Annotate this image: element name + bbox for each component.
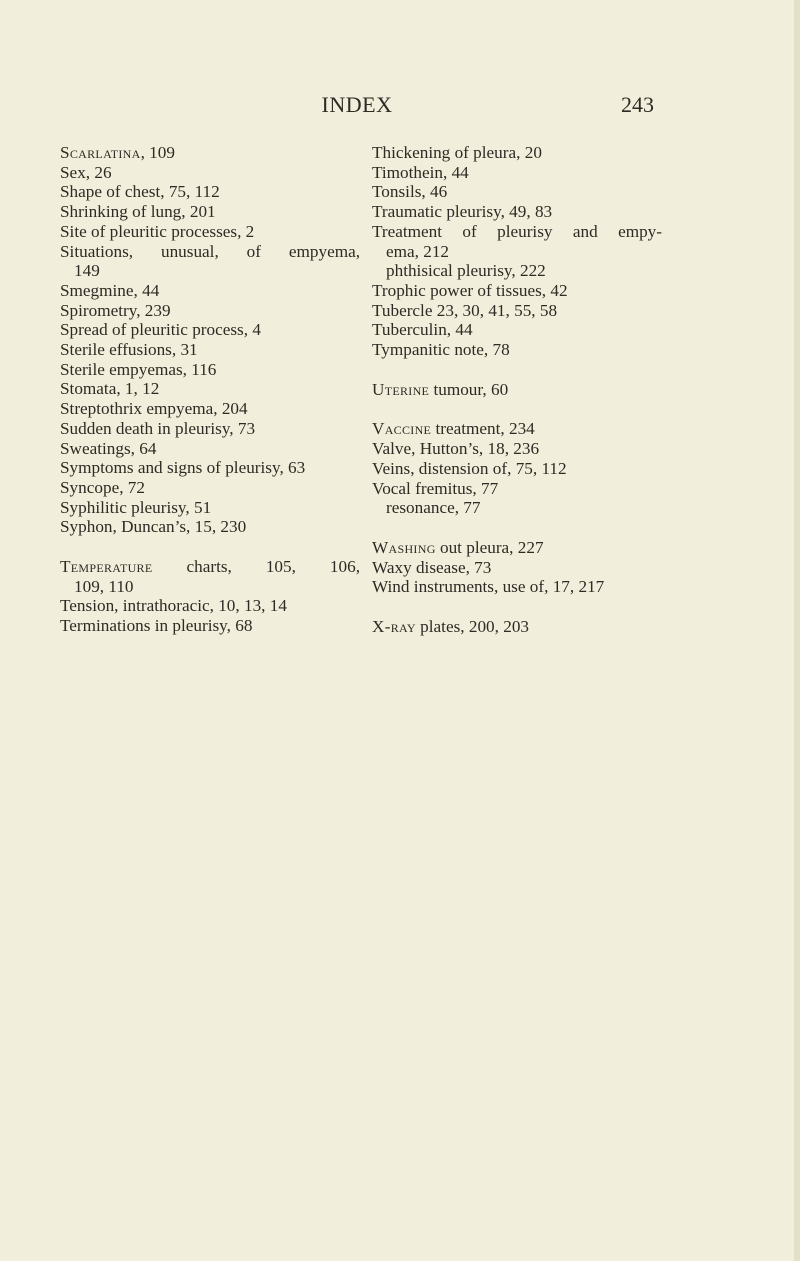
index-entry [60,301,360,321]
index-entry [60,281,360,301]
entry-text: Wind instruments, use of, 17, 217 [372,577,605,597]
index-entry [60,340,360,360]
index-subentry [60,577,360,597]
section-gap [372,399,662,419]
entry-text: Syphilitic pleurisy, 51 [60,497,212,517]
entry-text: Streptothrix empyema, 204 [60,399,248,419]
index-entry [60,478,360,498]
section-lead-word: Uterine [372,379,430,399]
section-lead-word: Vaccine [372,419,432,439]
index-entry [372,163,662,183]
entry-text: phthisical pleurisy, 222 [386,261,546,281]
index-entry [372,558,662,578]
entry-text: out pleura, 227 [435,537,544,557]
index-entry [60,242,360,262]
index-entry [60,202,360,222]
entry-text: Smegmine, 44 [60,280,160,300]
entry-text: treatment, 234 [431,419,535,439]
index-entry [372,459,662,479]
entry-text: Tympanitic note, 78 [372,340,510,360]
section-gap [372,597,662,617]
index-entry [60,557,360,577]
entry-text: Shrinking of lung, 201 [60,202,216,222]
index-entry [60,458,360,478]
index-entry [372,419,662,439]
entry-text: Tension, intrathoracic, 10, 13, 14 [60,596,287,616]
section-lead-word: Scarlatina [60,143,141,162]
entry-text: Symptoms and signs of pleurisy, 63 [60,458,306,478]
entry-text: Sex, 26 [60,162,112,182]
entry-text: Shape of chest, 75, 112 [60,182,220,202]
index-column-left [60,143,360,636]
entry-text: Sudden death in pleurisy, 73 [60,418,256,438]
index-entry [372,340,662,360]
index-entry [372,439,662,459]
index-entry [372,380,662,400]
entry-text: Treatment of pleurisy and empy- [372,221,662,241]
entry-text: Timothein, 44 [372,162,469,182]
section-lead-word: X-ray [372,617,416,637]
entry-text: , 109 [140,143,175,162]
index-subentry [60,261,360,281]
index-entry [372,143,662,163]
index-entry [60,399,360,419]
index-entry [60,320,360,340]
index-entry [372,320,662,340]
index-entry [372,577,662,597]
index-entry [372,182,662,202]
entry-text: Spirometry, 239 [60,300,171,320]
index-entry [372,301,662,321]
entry-text: Sterile empyemas, 116 [60,359,217,379]
index-entry [60,182,360,202]
index-entry [60,498,360,518]
index-column-right [372,143,662,637]
entry-text: Vocal fremitus, 77 [372,478,499,498]
entry-text: 109, 110 [74,576,134,596]
section-gap [60,537,360,557]
entry-text: Sweatings, 64 [60,438,157,458]
index-entry [372,617,662,637]
index-subentry [372,498,662,518]
entry-text: 149 [74,261,100,281]
index-entry [60,517,360,537]
entry-text: Terminations in pleurisy, 68 [60,616,253,636]
entry-text: Thickening of pleura, 20 [372,143,542,162]
entry-text: Spread of pleuritic process, 4 [60,320,261,340]
page-edge [794,0,800,1261]
index-entry [60,419,360,439]
entry-text: tumour, 60 [429,379,509,399]
index-entry [60,439,360,459]
index-entry [372,281,662,301]
index-subentry [372,242,662,262]
entry-text: ema, 212 [386,241,450,261]
entry-text: Sterile effusions, 31 [60,340,198,360]
entry-text: Syphon, Duncan’s, 15, 230 [60,517,247,537]
index-entry [372,538,662,558]
entry-text: resonance, 77 [386,498,481,518]
entry-text: Veins, distension of, 75, 112 [372,458,567,478]
section-gap [372,360,662,380]
entry-text: charts, 105, 106, [152,557,360,577]
index-entry [60,143,360,163]
section-lead-word: Washing [372,537,436,557]
entry-text: Site of pleuritic processes, 2 [60,221,255,241]
entry-text: Situations, unusual, of empyema, [60,241,360,261]
section-gap [372,518,662,538]
index-entry [60,379,360,399]
index-subentry [372,261,662,281]
index-entry [372,202,662,222]
entry-text: Trophic power of tissues, 42 [372,280,568,300]
page-header [60,92,654,122]
index-entry [60,360,360,380]
entry-text: Syncope, 72 [60,477,145,497]
entry-text: plates, 200, 203 [415,617,530,637]
entry-text: Valve, Hutton’s, 18, 236 [372,439,540,459]
index-entry [60,163,360,183]
index-entry [60,616,360,636]
page-number: 243 [621,92,654,117]
running-title: INDEX [321,92,393,117]
index-entry [372,479,662,499]
entry-text: Stomata, 1, 12 [60,379,160,399]
index-entry [60,596,360,616]
section-lead-word: Temperature [60,557,153,577]
entry-text: Waxy disease, 73 [372,557,492,577]
index-entry [60,222,360,242]
entry-text: Traumatic pleurisy, 49, 83 [372,202,553,222]
index-entry [372,222,662,242]
entry-text: Tubercle 23, 30, 41, 55, 58 [372,300,558,320]
entry-text: Tonsils, 46 [372,182,448,202]
entry-text: Tuberculin, 44 [372,320,473,340]
